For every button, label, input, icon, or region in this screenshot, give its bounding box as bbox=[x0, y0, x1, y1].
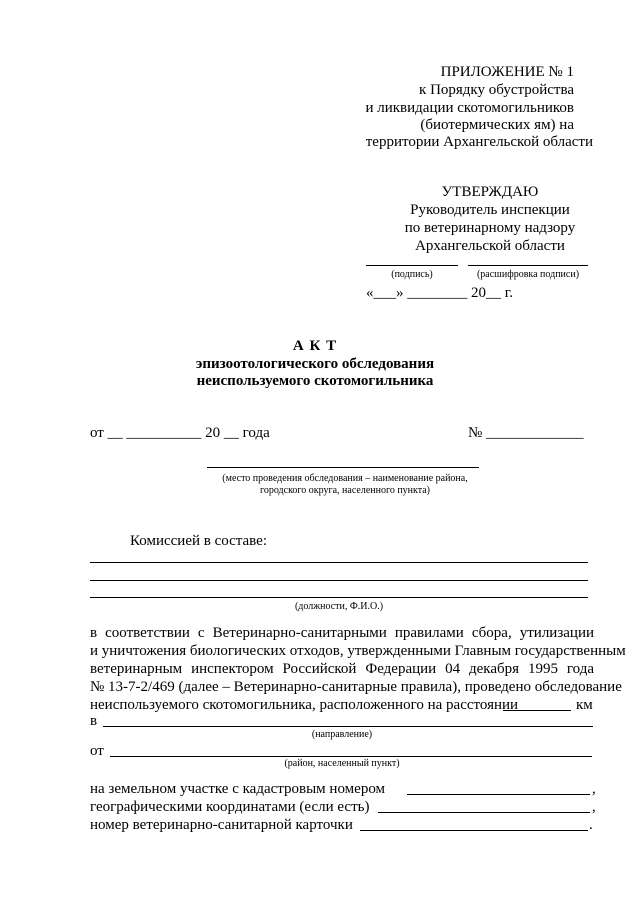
cadastral-comma: , bbox=[592, 781, 596, 797]
approval-word: УТВЕРЖДАЮ bbox=[441, 184, 539, 200]
cadastral-label: на земельном участке с кадастровым номером bbox=[90, 781, 386, 797]
direction-line[interactable] bbox=[103, 726, 593, 727]
act-date-field[interactable]: от __ __________ 20 __ года bbox=[90, 425, 270, 441]
decode-line[interactable] bbox=[468, 265, 588, 266]
appendix-line-1: к Порядку обустройства bbox=[419, 82, 574, 98]
card-line[interactable] bbox=[360, 830, 588, 831]
direction-prefix: в bbox=[90, 713, 98, 729]
act-subtitle-2: неиспользуемого скотомогильника bbox=[196, 373, 434, 389]
locality-line[interactable] bbox=[110, 756, 592, 757]
signature-line[interactable] bbox=[366, 265, 458, 266]
commission-line-3[interactable] bbox=[90, 597, 588, 598]
appendix-line-3: (биотермических ям) на bbox=[420, 117, 574, 133]
act-subtitle-1: эпизоотологического обследования bbox=[195, 356, 435, 372]
direction-caption: (направление) bbox=[311, 729, 373, 740]
card-label: номер ветеринарно-санитарной карточки bbox=[90, 817, 353, 833]
act-number-field[interactable]: № _____________ bbox=[468, 425, 584, 441]
commission-caption: (должности, Ф.И.О.) bbox=[294, 601, 384, 612]
commission-line-2[interactable] bbox=[90, 580, 588, 581]
coords-comma: , bbox=[592, 799, 596, 815]
commission-line-1[interactable] bbox=[90, 562, 588, 563]
place-caption-2: городского округа, населенного пункта) bbox=[259, 485, 431, 496]
card-period: . bbox=[589, 817, 593, 833]
locality-prefix: от bbox=[90, 743, 104, 759]
appendix-line-2: и ликвидации скотомогильников bbox=[365, 100, 574, 116]
commission-label: Комиссией в составе: bbox=[130, 533, 268, 549]
signature-caption: (подпись) bbox=[391, 269, 433, 280]
appendix-line-4: территории Архангельской области bbox=[365, 134, 593, 150]
body-line-5: неиспользуемого скотомогильника, расположенного на расстоянии bbox=[90, 697, 519, 713]
locality-caption: (район, населенный пункт) bbox=[284, 758, 400, 769]
approval-line-1: Руководитель инспекции bbox=[410, 202, 570, 218]
cadastral-line[interactable] bbox=[407, 794, 590, 795]
decode-caption: (расшифровка подписи) bbox=[476, 269, 580, 280]
appendix-title: ПРИЛОЖЕНИЕ № 1 bbox=[440, 64, 574, 80]
place-caption-1: (место проведения обследования – наименование района, bbox=[222, 473, 468, 484]
coords-line[interactable] bbox=[378, 812, 590, 813]
place-line[interactable] bbox=[207, 467, 479, 468]
approval-line-3: Архангельской области bbox=[415, 238, 565, 254]
act-title: А К Т bbox=[292, 338, 338, 354]
approval-date-line[interactable]: «___» ________ 20__ г. bbox=[366, 285, 513, 301]
body-line-4: № 13-7-2/469 (далее – Ветеринарно-санитарные правила), проведено обследование bbox=[90, 679, 622, 695]
body-line-1: в соответствии с Ветеринарно-санитарными правилами сбора, утилизации bbox=[90, 625, 594, 641]
distance-line[interactable] bbox=[503, 710, 571, 711]
body-line-3: ветеринарным инспектором Российской Федерации 04 декабря 1995 года bbox=[90, 661, 594, 677]
body-line-2: и уничтожения биологических отходов, утвержденными Главным государственным bbox=[90, 643, 626, 659]
approval-line-2: по ветеринарному надзору bbox=[404, 220, 576, 236]
coords-label: географическими координатами (если есть) bbox=[90, 799, 370, 815]
distance-unit: км bbox=[576, 697, 593, 713]
